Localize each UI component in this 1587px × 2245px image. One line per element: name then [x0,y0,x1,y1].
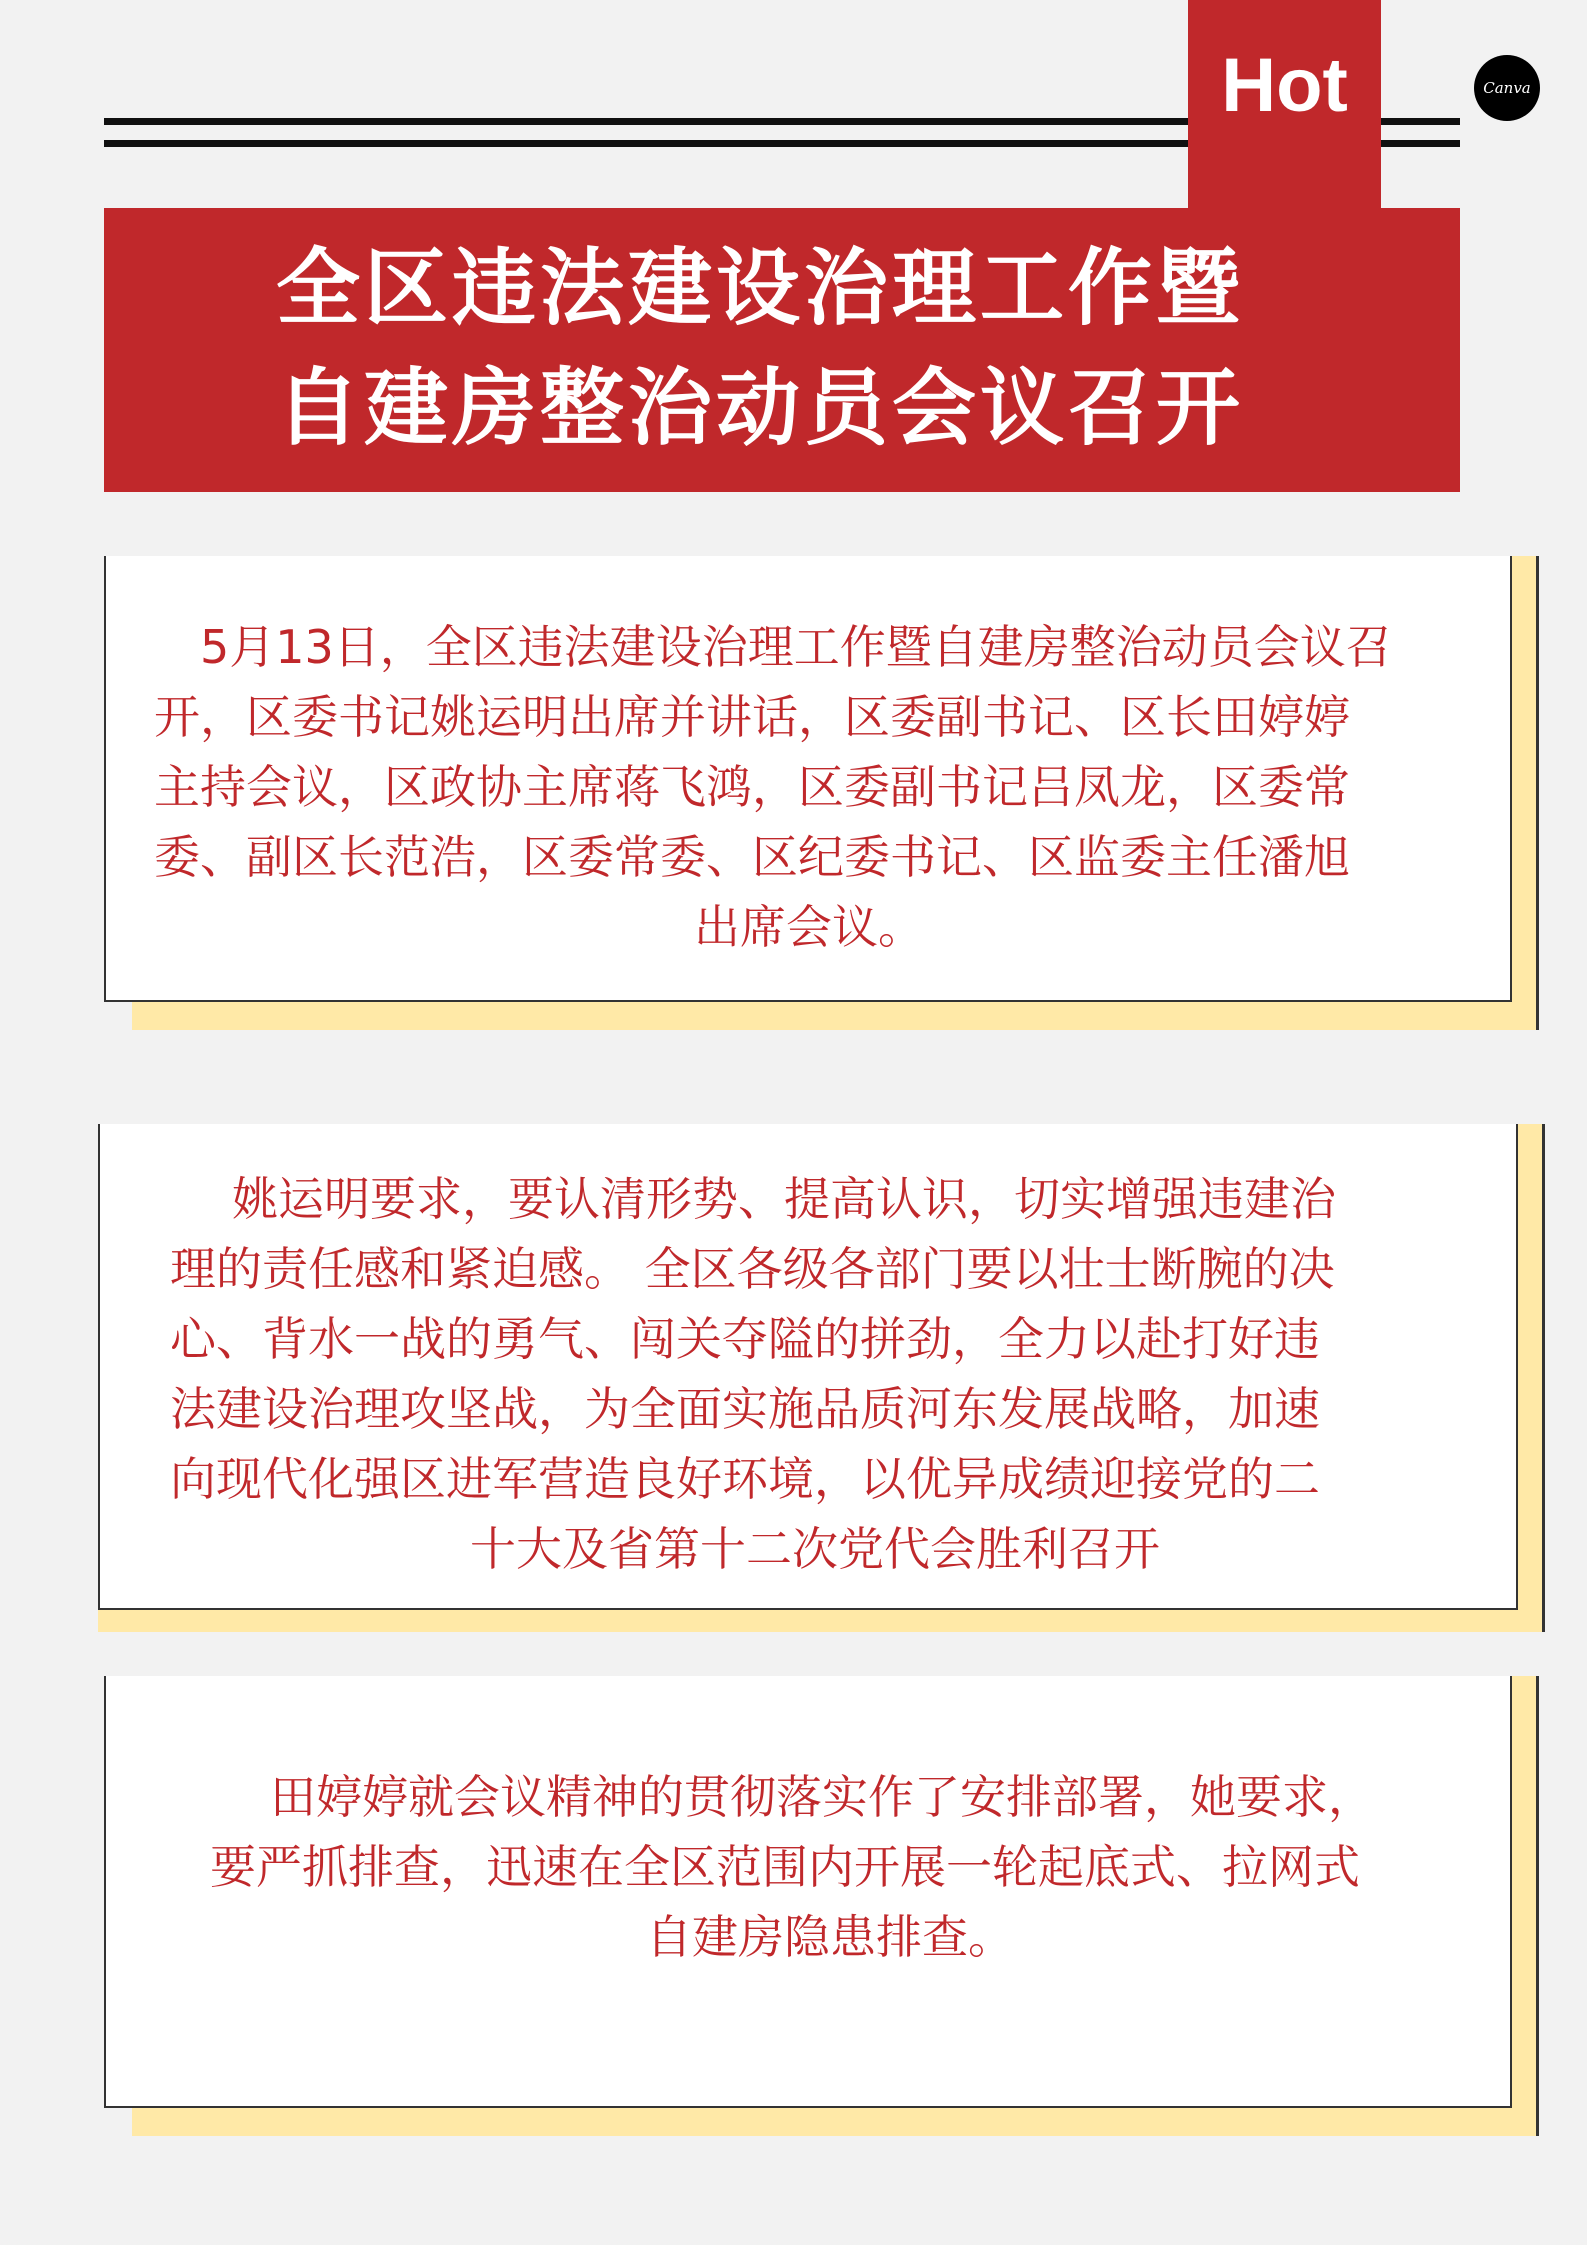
title-banner [104,208,1460,492]
title-line-1: 全区违法建设治理工作暨 [275,239,1244,337]
paragraph-2-line: 法建设治理攻坚战，为全面实施品质河东发展战略，加速 [170,1382,1320,1436]
card-1 [104,556,1512,1002]
canva-logo: Canva [1474,55,1540,121]
paragraph-1-line: 委、副区长范浩，区委常委、区纪委书记、区监委主任潘旭 [154,830,1350,884]
title-line-2: 自建房整治动员会议召开 [275,359,1244,457]
paragraph-1 [154,612,1464,962]
paragraph-1-line: 出席会议。 [694,900,924,954]
paragraph-2-line: 心、背水一战的勇气、闯关夺隘的拼劲，全力以赴打好违 [170,1312,1320,1366]
paragraph-1-line: 开，区委书记姚运明出席并讲话，区委副书记、区长田婷婷 [154,690,1350,744]
paragraph-3 [210,1762,1450,1972]
paragraph-2-line: 向现代化强区进军营造良好环境，以优异成绩迎接党的二 [170,1452,1320,1506]
paragraph-1-line: 主持会议，区政协主席蒋飞鸿，区委副书记吕凤龙，区委常 [154,760,1350,814]
paragraph-3-line: 自建房隐患排查。 [646,1910,1014,1964]
paragraph-1-line: 5月13日，全区违法建设治理工作暨自建房整治动员会议召 [200,620,1392,674]
paragraph-3-line: 要严抓排查，迅速在全区范围内开展一轮起底式、拉网式 [210,1840,1360,1894]
paragraph-2-line: 姚运明要求，要认清形势、提高认识，切实增强违建治 [232,1172,1336,1226]
card-2 [98,1124,1518,1610]
paragraph-2-line: 十大及省第十二次党代会胜利召开 [470,1522,1160,1576]
hot-badge: Hot [1188,0,1381,210]
paragraph-3-line: 田婷婷就会议精神的贯彻落实作了安排部署，她要求， [270,1770,1374,1824]
paragraph-2 [170,1164,1460,1584]
paragraph-2-line: 理的责任感和紧迫感。 全区各级各部门要以壮士断腕的决 [170,1242,1335,1296]
card-3 [104,1676,1512,2108]
